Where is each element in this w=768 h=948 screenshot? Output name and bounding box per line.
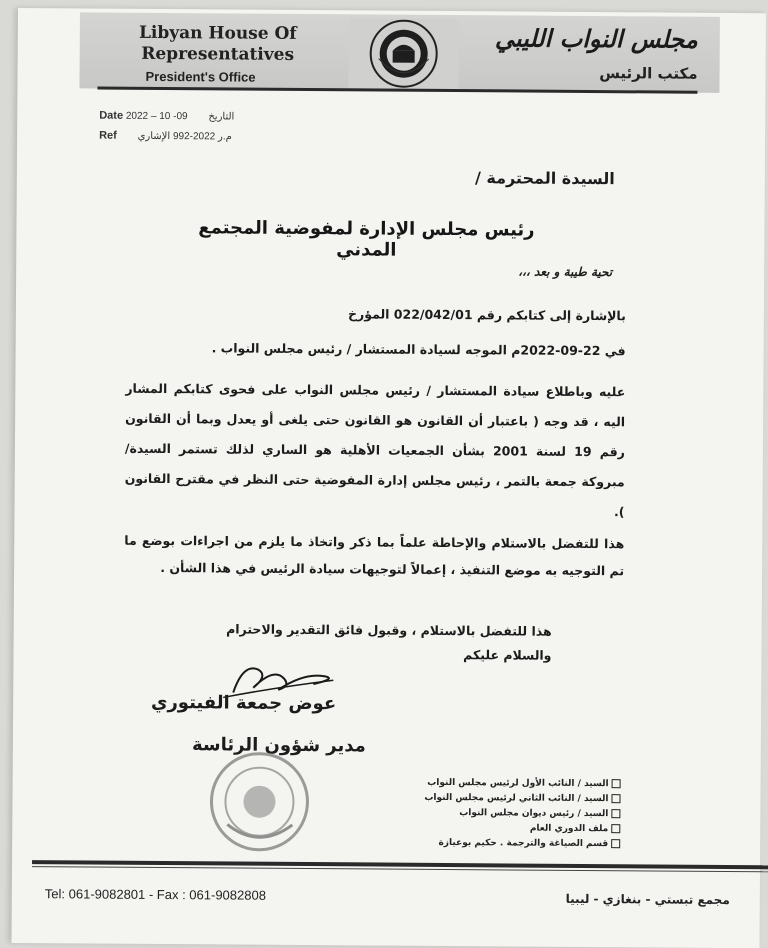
paragraph-reference-line1: بالإشارة إلى كتابكم رقم 022/042/01 المؤرخ (348, 306, 626, 324)
checkbox-icon (611, 794, 620, 803)
paragraph-reference-line2: في 22-09-2022م الموجه لسيادة المستشار / رئيس مجلس النواب . (211, 340, 626, 359)
paragraph-directive: عليه وباطلاع سيادة المستشار / رئيس مجلس النواب على فحوى كتابكم المشار اليه ، قد وجه ( باعتبار أن القانون هو القانون حتى يلغى أو يعدل وبما أن القانون رقم 19 لسنة 2001 بشأن الجمعيات الأهلية هو الساري لذلك تستمر السيدة/ مبروكة جمعة بالتمر ، رئيس مجلس إدارة المفوضية حتى النظر في مقترح القانون ). (124, 380, 626, 520)
signer-title: مدير شؤون الرئاسة (191, 734, 366, 757)
ref-label-en: Ref (99, 129, 117, 142)
closing-line2: والسلام عليكم (463, 647, 552, 663)
ref-row (99, 130, 232, 143)
letterhead-english-office: President's Office (145, 68, 256, 85)
salutation: السيدة المحترمة / (474, 168, 615, 189)
letterhead-english-title (123, 23, 313, 66)
footer-address: مجمع تبستي - بنغازي - ليبيا (565, 891, 730, 907)
paragraph-action: هذا للتفضل بالاستلام والإحاطة علماً بما ذكر واتخاذ ما يلزم من اجراءات بوضع ما تم التوجيه به موضع التنفيذ ، إعمالاً لتوجيهات سيادة الرئيس في هذا الشأن . (124, 532, 625, 579)
en-title-line2: Representatives (141, 43, 295, 65)
cc-item: قسم الصياغة والترجمة . حكيم بوعيازة (390, 836, 620, 853)
house-seal-icon (348, 18, 458, 89)
letter-page (11, 8, 766, 948)
checkbox-icon (611, 839, 620, 848)
checkbox-icon (611, 809, 620, 818)
cc-item: السيد / النائب الثاني لرئيس مجلس النواب (390, 791, 620, 808)
date-row (99, 110, 234, 123)
checkbox-icon (612, 779, 621, 788)
letterhead-arabic-title: مجلس النواب الليبي (494, 23, 698, 54)
en-title-line1: Libyan House Of (138, 22, 297, 44)
greeting: تحية طيبة و بعد ،،، (518, 264, 613, 280)
closing-line1: هذا للتفضل بالاستلام ، وقبول فائق التقدير والاحترام (226, 621, 552, 639)
date-label-en: Date (99, 109, 124, 122)
cc-item: السيد / النائب الأول لرئيس مجلس النواب (391, 776, 621, 793)
letterhead-arabic-office: مكتب الرئيس (599, 64, 698, 83)
cc-item: السيد / رئيس ديوان مجلس النواب (390, 806, 620, 823)
signer-name: عوض جمعة الفيتوري (150, 691, 337, 715)
footer-contact: Tel: 061-9082801 - Fax : 061-9082808 (44, 886, 267, 903)
date-value: 2022 – 10 -09 (125, 110, 188, 123)
ref-label-ar: الإشاري (137, 130, 171, 143)
ref-value: م.ر 2022-992 (172, 131, 232, 143)
cc-item: ملف الدوري العام (390, 821, 620, 838)
official-stamp-icon (202, 749, 318, 855)
cc-list (390, 776, 621, 853)
checkbox-icon (611, 824, 620, 833)
date-label-ar: التاريخ (208, 111, 235, 123)
recipient-title: رئيس مجلس الإدارة لمفوضية المجتمع المدني (198, 217, 535, 261)
